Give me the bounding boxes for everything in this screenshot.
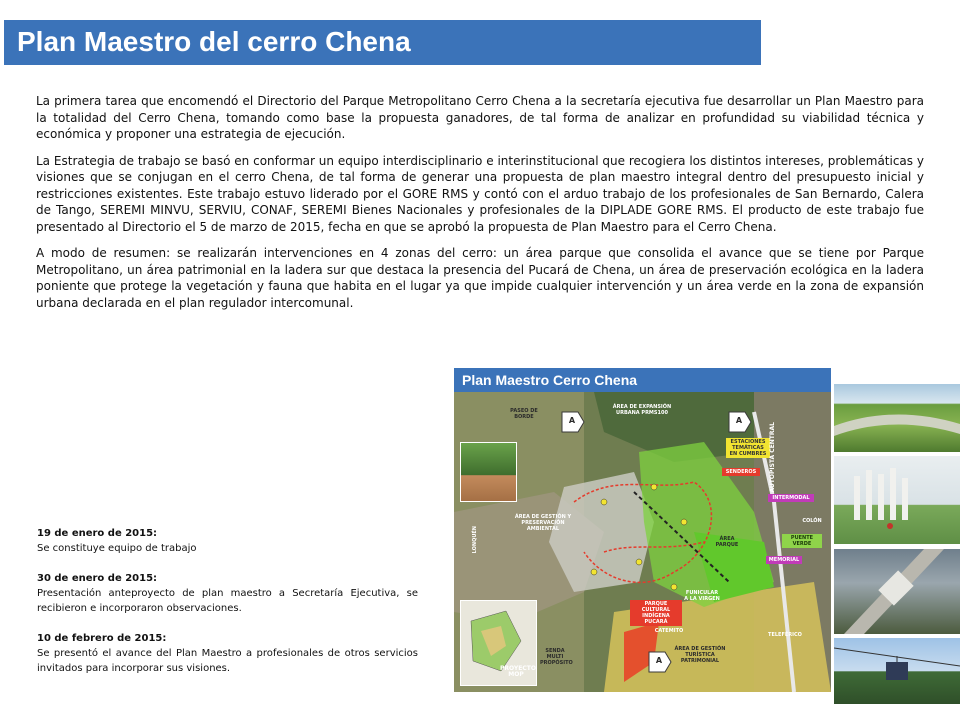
label-autopista: AUTOPISTA CENTRAL <box>769 422 776 493</box>
marker-a-north-west: A <box>568 416 576 425</box>
label-paseo-borde: PASEO DE BORDE <box>510 408 538 420</box>
timeline-date: 30 de enero de 2015: <box>37 573 158 584</box>
paragraph-summary: A modo de resumen: se realizarán intervenciones en 4 zonas del cerro: un área parque que consolida el avance que se tiene por Parque Metropolitano, un área patrimonial en la ladera sur que destaca la presencia del Pucará de Chena, un área de preservación ecológica en la ladera poniente que protege la vegetación y fauna que habita en el lugar ya que impide cualquier intervención y un área verde en la zona de expansión urbana declarada en el plan regulador intercomunal. <box>36 246 924 310</box>
map-header <box>454 368 831 392</box>
body-text <box>36 93 924 321</box>
photo-memorial <box>834 456 960 544</box>
tag-parque-cultural: PARQUE CULTURAL INDÍGENA PUCARÁ <box>630 600 682 626</box>
inset-trail-photo <box>460 442 517 502</box>
label-lonquen: LONQUÉN <box>472 526 478 554</box>
timeline-desc: Presentación anteproyecto de plan maestro a Secretaría Ejecutiva, se recibieron e incorporaron observaciones. <box>37 588 418 614</box>
tag-estaciones: ESTACIONES TEMÁTICAS EN CUMBRES <box>726 438 770 458</box>
label-teleferico: TELEFÉRICO <box>768 632 802 638</box>
label-senda: SENDA MULTI PROPÓSITO <box>540 648 573 666</box>
tag-senderos: SENDEROS <box>722 468 760 476</box>
marker-a-south: A <box>655 656 663 665</box>
timeline-date: 10 de febrero de 2015: <box>37 633 167 644</box>
marker-a-north-east: A <box>735 416 743 425</box>
page-title: Plan Maestro del cerro Chena <box>17 26 411 57</box>
timeline-desc: Se presentó el avance del Plan Maestro a profesionales de otros servicios invitados para incorporar sus visiones. <box>37 648 418 674</box>
timeline-date: 19 de enero de 2015: <box>37 528 158 539</box>
timeline-entry <box>37 526 418 556</box>
photo-funicular <box>834 549 960 634</box>
label-expansion: ÁREA DE EXPANSIÓN URBANA PRMS100 <box>612 404 672 416</box>
timeline <box>37 526 418 691</box>
paragraph-intro: La primera tarea que encomendó el Directorio del Parque Metropolitano Cerro Chena a la secretaría ejecutiva fue desarrollar un Plan Maestro para la totalidad del Cerro Chena, tomando como base la propuesta ganadores, de tal forma de analizar en profundidad su viabilidad técnica y económica y proponer una estrategia de ejecución. <box>36 94 924 141</box>
title-bar <box>4 20 761 65</box>
tag-intermodal: INTERMODAL <box>768 494 814 502</box>
tag-memorial: MEMORIAL <box>766 556 802 564</box>
map-title: Plan Maestro Cerro Chena <box>462 372 638 388</box>
timeline-entry <box>37 631 418 676</box>
photo-cable-car <box>834 638 960 704</box>
label-area-parque: ÁREA PARQUE <box>715 536 739 548</box>
label-catemito: CATEMITO <box>654 628 684 634</box>
label-funicular: FUNICULAR A LA VIRGEN <box>684 590 720 602</box>
label-colon: COLÓN <box>802 518 822 524</box>
paragraph-strategy: La Estrategia de trabajo se basó en conformar un equipo interdisciplinario e interinstitucional que recogiera los distintos intereses, problemáticas y visiones que se conjugan en el cerro Chena, de tal forma de generar una propuesta de plan maestro integral dentro del presupuesto inicial y restricciones existentes. Este trabajo estuvo liderado por el GORE RMS y contó con el arduo trabajo de los profesionales de San Bernardo, Calera de Tango, SEREMI MINVU, SERVIU, CONAF, SEREMI Bienes Nacionales y profesionales de la DIPLADE GORE RMS. El producto de este trabajo fue presentado al Directorio el 5 de marzo de 2015, fecha en que se aprobó la propuesta de Plan Maestro para el Cerro Chena. <box>36 153 924 234</box>
tag-puente-verde: PUENTE VERDE <box>782 534 822 548</box>
label-proyecto-mop: PROYECTO MOP <box>500 665 536 678</box>
label-preservacion: ÁREA DE GESTIÓN Y PRESERVACIÓN AMBIENTAL <box>514 514 572 532</box>
timeline-desc: Se constituye equipo de trabajo <box>37 543 197 554</box>
master-plan-map <box>454 368 831 692</box>
label-gestion-turistica: ÁREA DE GESTIÓN TURÍSTICA PATRIMONIAL <box>674 646 726 664</box>
timeline-entry <box>37 571 418 616</box>
photo-green-bridge <box>834 384 960 452</box>
